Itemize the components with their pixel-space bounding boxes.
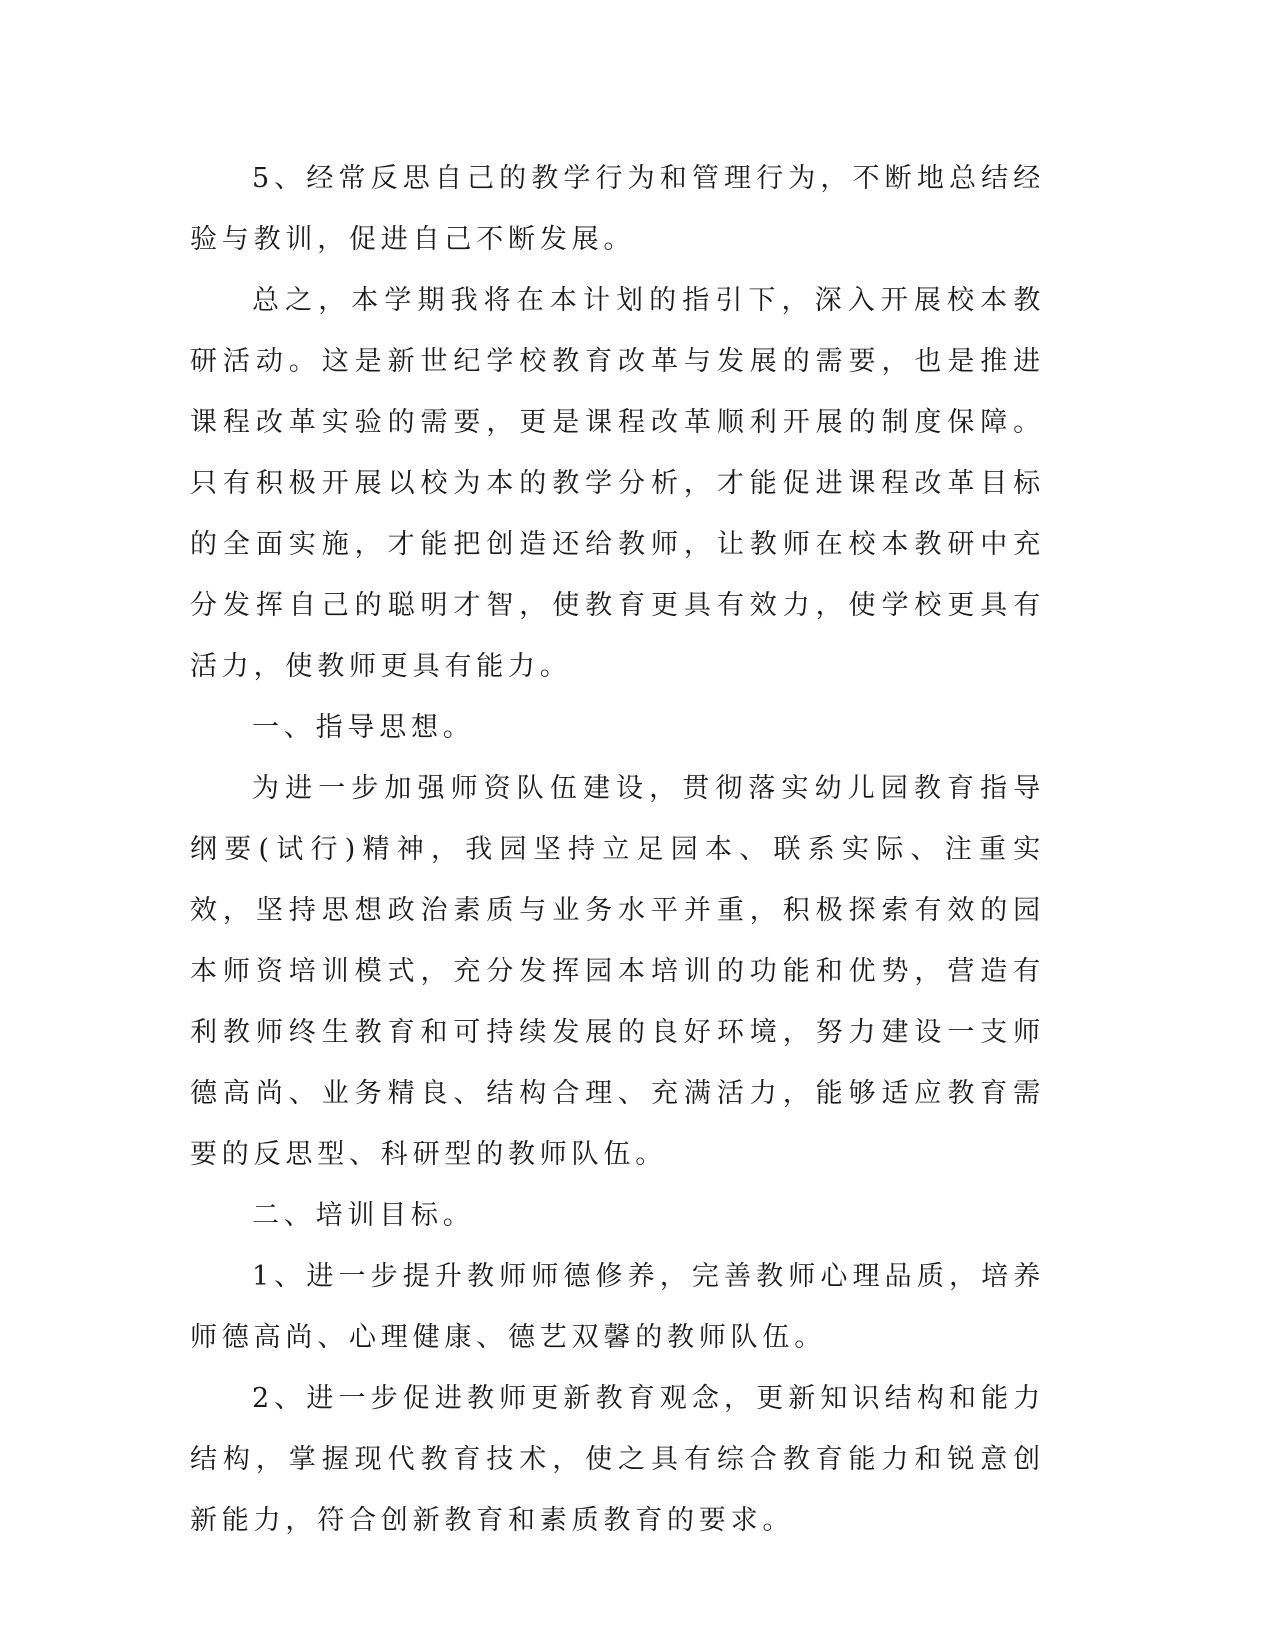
paragraph-reflection: 5、经常反思自己的教学行为和管理行为，不断地总结经验与教训，促进自己不断发展。 [190, 163, 1045, 255]
heading-training-goals: 二、培训目标。 [252, 1200, 475, 1231]
paragraph-goal-1: 1、进一步提升教师师德修养，完善教师心理品质，培养师德高尚、心理健康、德艺双馨的教师队伍。 [190, 1261, 1045, 1353]
heading-guiding-ideology: 一、指导思想。 [252, 712, 475, 743]
paragraph-summary: 总之，本学期我将在本计划的指引下，深入开展校本教研活动。这是新世纪学校教育改革与发展的需要，也是推进课程改革实验的需要，更是课程改革顺利开展的制度保障。只有积极开展以校为本的教学分析，才能促进课程改革目标的全面实施，才能把创造还给教师，让教师在校本教研中充分发挥自己的聪明才智，使教育更具有效力，使学校更具有活力，使教师更具有能力。 [190, 285, 1045, 682]
paragraph-guiding-ideology: 为进一步加强师资队伍建设，贯彻落实幼儿园教育指导纲要(试行)精神，我园坚持立足园本、联系实际、注重实效，坚持思想政治素质与业务水平并重，积极探索有效的园本师资培训模式，充分发挥园本培训的功能和优势，营造有利教师终生教育和可持续发展的良好环境，努力建设一支师德高尚、业务精良、结构合理、充满活力，能够适应教育需要的反思型、科研型的教师队伍。 [190, 773, 1045, 1170]
paragraph-goal-2: 2、进一步促进教师更新教育观念，更新知识结构和能力结构，掌握现代教育技术，使之具有综合教育能力和锐意创新能力，符合创新教育和素质教育的要求。 [190, 1383, 1045, 1536]
document-body [190, 148, 1045, 1551]
